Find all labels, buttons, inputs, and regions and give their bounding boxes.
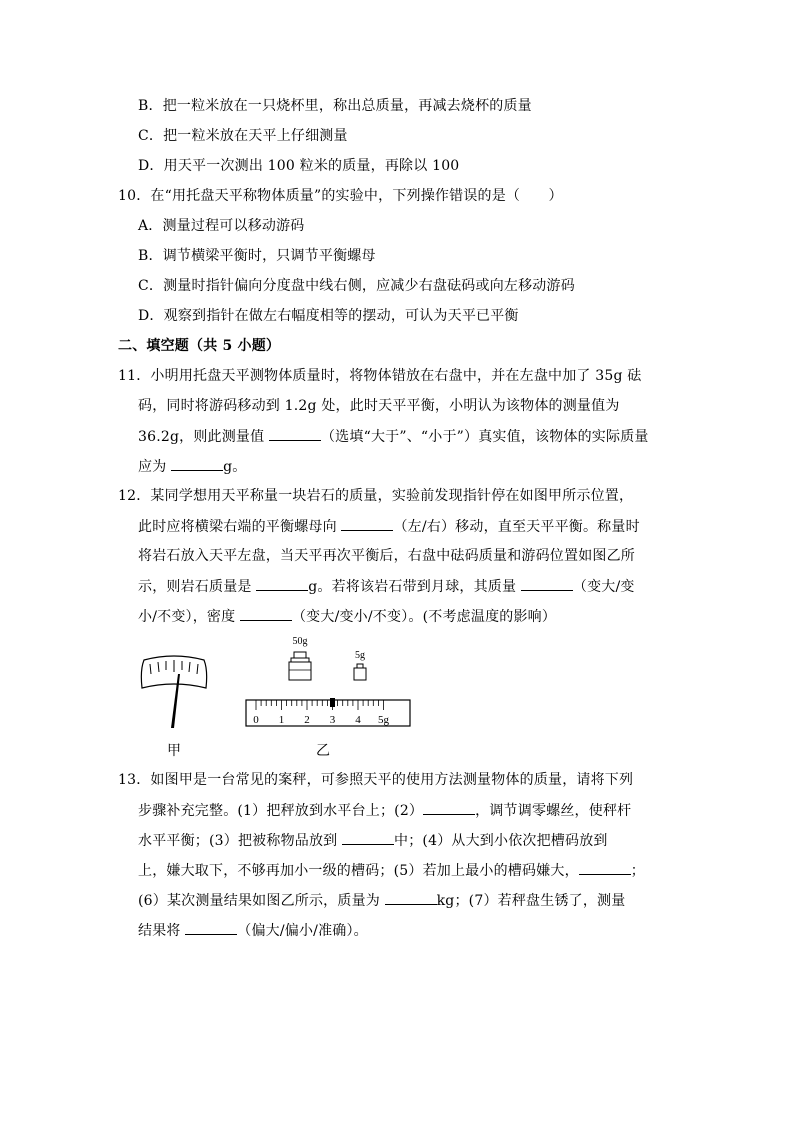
scale-tick-label: 2 — [304, 714, 310, 726]
weight-5g-knob — [357, 664, 363, 668]
figure-label-jia: 甲 — [167, 743, 181, 759]
rider-marker — [330, 698, 335, 707]
q10-option-c: C．测量时指针偏向分度盘中线右侧，应减少右盘砝码或向左移动游码 — [138, 278, 575, 294]
answer-blank[interactable] — [342, 830, 394, 845]
q11-line1: 11．小明用托盘天平测物体质量时，将物体错放在右盘中，并在左盘中加了 35g 砝 — [118, 368, 642, 384]
answer-blank[interactable] — [385, 890, 437, 905]
weight-5g-body — [354, 668, 366, 680]
q12-line2 — [138, 516, 640, 537]
q10-option-d: D．观察到指针在做左右幅度相等的摆动，可认为天平已平衡 — [138, 308, 519, 324]
q13-line2 — [138, 800, 631, 821]
answer-blank[interactable] — [171, 456, 223, 471]
answer-blank[interactable] — [185, 920, 237, 935]
q12-line3: 将岩石放入天平左盘，当天平再次平衡后，右盘中砝码质量和游码位置如图乙所 — [138, 548, 635, 564]
q13-line3-text-a: 水平平衡；(3）把被称物品放到 — [138, 833, 343, 849]
figure-label-yi: 乙 — [316, 743, 330, 759]
answer-blank[interactable] — [256, 576, 308, 591]
q10-option-a: A．测量过程可以移动游码 — [138, 218, 305, 234]
q11-line3-text-b: （选填“大于”、“小于”）真实值，该物体的实际质量 — [320, 429, 649, 445]
weights-figure-yi — [240, 632, 420, 736]
weight-50g-knob — [294, 652, 306, 658]
section-title: 二、填空题（共 5 小题） — [118, 338, 281, 354]
q9-option-d: D．用天平一次测出 100 粒米的质量，再除以 100 — [138, 158, 460, 174]
q13-line5-text-b: kg；(7）若秤盘生锈了，测量 — [436, 893, 626, 909]
q12-line4 — [138, 576, 635, 597]
q12-line2-text-a: 此时应将横梁右端的平衡螺母向 — [138, 519, 342, 535]
q12-line5 — [138, 606, 556, 627]
dial-figure-jia — [136, 652, 212, 732]
q10-option-b: B．调节横梁平衡时，只调节平衡螺母 — [138, 248, 376, 264]
q13-line3-text-b: 中；(4）从大到小依次把槽码放到 — [394, 833, 608, 849]
q13-line6 — [138, 920, 368, 941]
q13-line2-text-b: ，调节调零螺丝，使秤杆 — [475, 803, 632, 819]
scale-tick-label: 0 — [253, 714, 259, 726]
q12-line5-text-a: 小/不变），密度 — [138, 609, 240, 625]
q12-line4-text-c: （变大/变 — [572, 579, 635, 595]
q13-line5 — [138, 890, 625, 911]
q11-line4-text-b: g。 — [223, 459, 247, 475]
q13-line6-text-b: （偏大/偏小/准确）。 — [237, 923, 368, 939]
q11-line3-text-a: 36.2g，则此测量值 — [138, 429, 269, 445]
q13-line4-text-a: 上，嫌大取下，不够再加小一级的槽码；(5）若加上最小的槽码嫌大， — [138, 863, 579, 879]
answer-blank[interactable] — [240, 606, 292, 621]
weight-50g-label: 50g — [292, 636, 308, 647]
q13-line4 — [138, 860, 645, 881]
pointer-needle — [171, 674, 180, 728]
q11-line4-text-a: 应为 — [138, 459, 172, 475]
q9-option-b: B．把一粒米放在一只烧杯里，称出总质量，再减去烧杯的质量 — [138, 98, 532, 114]
q9-option-c: C．把一粒米放在天平上仔细测量 — [138, 128, 348, 144]
q11-line3 — [138, 426, 649, 447]
q10-stem: 10．在“用托盘天平称物体质量”的实验中，下列操作错误的是（ ） — [118, 188, 563, 204]
q11-line2: 码，同时将游码移动到 1.2g 处，此时天平平衡，小明认为该物体的测量值为 — [138, 398, 620, 414]
answer-blank[interactable] — [269, 426, 321, 441]
q13-line1: 13．如图甲是一台常见的案秤，可参照天平的使用方法测量物体的质量，请将下列 — [118, 772, 634, 788]
q12-line4-text-b: g。若将该岩石带到月球，其质量 — [308, 579, 521, 595]
answer-blank[interactable] — [521, 576, 573, 591]
q12-line2-text-b: （左/右）移动，直至天平平衡。称量时 — [393, 519, 640, 535]
dial-ticks — [150, 660, 198, 674]
scale-tick-label: 3 — [329, 714, 336, 726]
q13-line6-text-a: 结果将 — [138, 923, 186, 939]
q13-line5-text-a: (6）某次测量结果如图乙所示，质量为 — [138, 893, 385, 909]
answer-blank[interactable] — [423, 800, 475, 815]
scale-tick-label: 1 — [278, 714, 285, 726]
answer-blank[interactable] — [341, 516, 393, 531]
q12-line5-text-b: （变大/变小/不变）。(不考虑温度的影响） — [291, 609, 557, 625]
q13-line4-text-b: ； — [630, 863, 645, 879]
scale-tick-label: 5g — [378, 714, 389, 726]
scale-tick-label: 4 — [355, 714, 361, 726]
q13-line3 — [138, 830, 608, 851]
q12-line1: 12．某同学想用天平称量一块岩石的质量，实验前发现指针停在如图甲所示位置， — [118, 488, 634, 504]
q13-line2-text-a: 步骤补充完整。(1）把秤放到水平台上；(2） — [138, 803, 424, 819]
weight-50g-body — [289, 662, 311, 680]
q11-line4 — [138, 456, 246, 477]
answer-blank[interactable] — [579, 860, 631, 875]
q12-line4-text-a: 示，则岩石质量是 — [138, 579, 257, 595]
weight-5g-label: 5g — [355, 650, 365, 661]
